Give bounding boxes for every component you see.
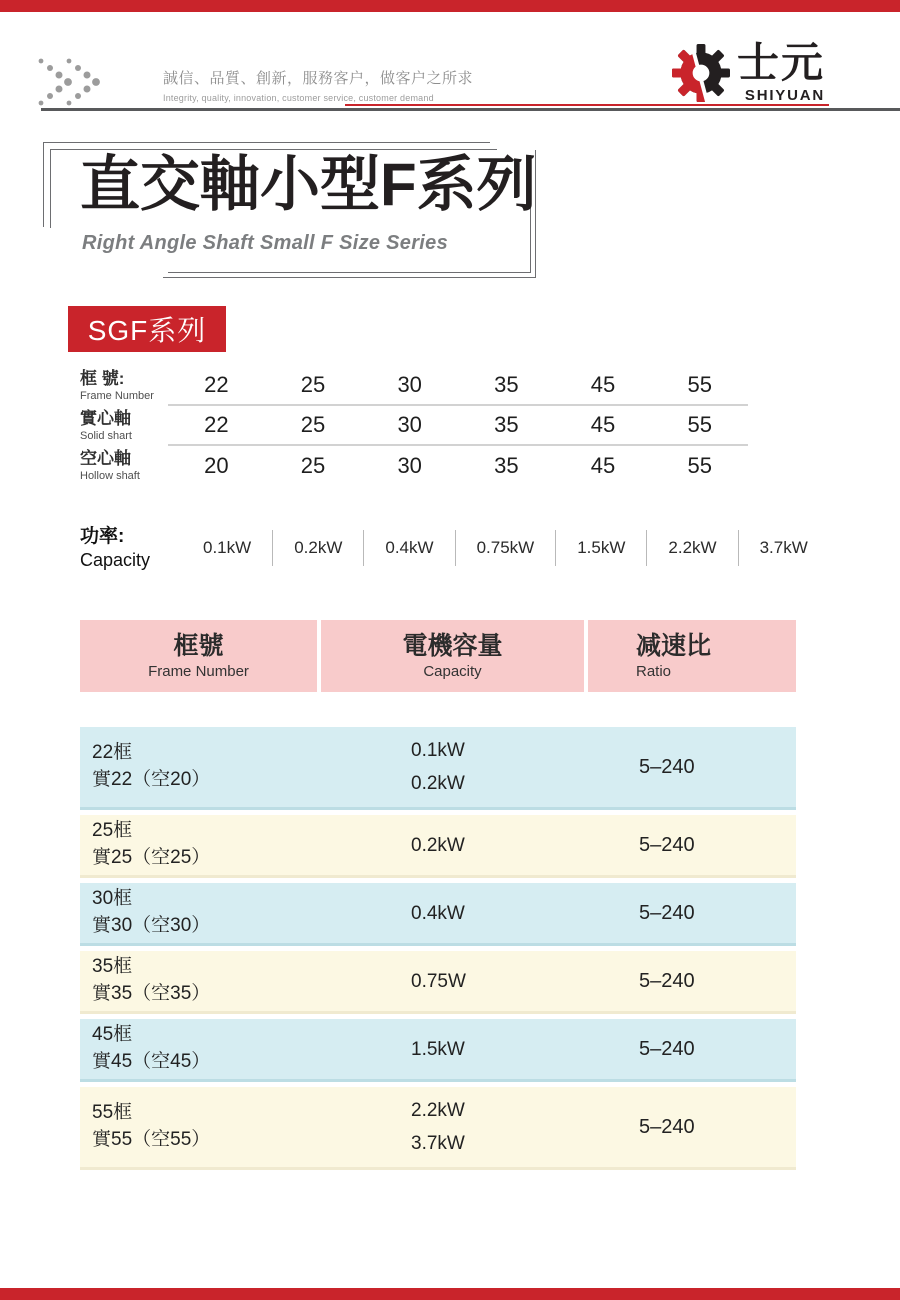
capacity-value: 0.4kW: [364, 530, 455, 566]
frame-value: 45: [590, 412, 616, 437]
slogan-chinese: 誠信、品質、創新，服務客户，做客户之所求: [163, 70, 474, 87]
frame-value: 22: [204, 412, 229, 437]
frame-value: 30: [397, 372, 422, 397]
ratio-value: 5–240: [639, 1115, 695, 1138]
table-row: [80, 951, 796, 1014]
row-label-cn: 框 號:: [80, 369, 125, 389]
frame-name: 30框: [92, 888, 133, 910]
company-logo: [672, 39, 826, 104]
header-rule-red: [345, 104, 829, 106]
header-en: Frame Number: [148, 662, 249, 680]
frame-detail: 實35（空35）: [92, 983, 211, 1004]
row-label-en: Hollow shaft: [80, 469, 140, 482]
frame-name: 55框: [92, 1102, 133, 1124]
table-row: [80, 406, 748, 446]
ratio-value: 5–240: [639, 901, 695, 924]
frame-value: 35: [494, 453, 519, 478]
frame-value: 35: [494, 372, 519, 397]
ratio-value: 5–240: [639, 833, 695, 856]
header-cell-ratio: [588, 620, 796, 692]
capacity-value: 3.7kW: [759, 538, 808, 558]
capacity-cell-value: 3.7kW: [411, 1133, 465, 1154]
table-row: [80, 815, 796, 878]
table-row: [80, 366, 748, 406]
table-row: [80, 1087, 796, 1170]
capacity-label-cn: 功率:: [80, 526, 125, 547]
frame-name: 35框: [92, 956, 133, 978]
main-table-header: [80, 620, 796, 692]
row-label-cn: 空心軸: [80, 449, 131, 469]
frame-value: 25: [300, 453, 326, 478]
frame-value: 35: [494, 412, 519, 437]
capacity-value: 0.75kW: [456, 530, 557, 566]
frame-name: 22框: [92, 742, 133, 764]
row-label-cn: 實心軸: [80, 409, 131, 429]
capacity-label-en: Capacity: [80, 549, 151, 570]
capacity-cell-value: 0.1kW: [411, 740, 465, 761]
capacity-cell-value: 0.75W: [411, 970, 466, 992]
capacity-cell-value: 2.2kW: [411, 1100, 465, 1121]
series-badge: SGF系列: [68, 306, 226, 352]
frame-value: 30: [397, 453, 422, 478]
page-title: 直交軸小型F系列: [80, 151, 537, 218]
gear-logo-icon: [672, 42, 730, 104]
capacity-cell-value: 0.2kW: [411, 773, 465, 794]
frame-value: 55: [687, 372, 712, 397]
header-rule-dark: [41, 108, 900, 111]
frame-detail: 實45（空45）: [92, 1051, 211, 1072]
capacity-strip: [80, 526, 829, 571]
header-cn: 框號: [173, 632, 224, 661]
ratio-value: 5–240: [639, 969, 695, 992]
ratio-value: 5–240: [639, 1037, 695, 1060]
capacity-cell-value: 1.5kW: [411, 1038, 465, 1060]
row-label-en: Solid shart: [80, 429, 132, 442]
header-cn: 電機容量: [402, 632, 503, 661]
capacity-value: 1.5kW: [556, 530, 647, 566]
table-row: [80, 883, 796, 946]
frame-name: 45框: [92, 1024, 133, 1046]
header-cell-capacity: [321, 620, 584, 692]
frame-value: 30: [397, 412, 422, 437]
capacity-value: 0.1kW: [182, 530, 273, 566]
capacity-cell-value: 0.2kW: [411, 834, 465, 856]
row-label-en: Frame Number: [80, 389, 154, 402]
frame-value: 55: [687, 412, 712, 437]
frame-value: 45: [590, 372, 616, 397]
ratio-value: 5–240: [639, 755, 695, 778]
frame-name: 25框: [92, 820, 133, 842]
table-row: [80, 1019, 796, 1082]
header-cn: 减速比: [636, 632, 712, 661]
frame-value: 20: [204, 453, 229, 478]
frame-value: 25: [300, 412, 326, 437]
header-en: Capacity: [423, 662, 482, 680]
frame-value: 45: [590, 453, 616, 478]
capacity-value: 0.2kW: [273, 530, 364, 566]
table-row: [80, 446, 748, 486]
header-en: Ratio: [636, 662, 672, 680]
dots-chevron-icon: [33, 55, 143, 109]
frame-number-table: [80, 366, 748, 486]
frame-value: 55: [687, 453, 712, 478]
frame-detail: 實25（空25）: [92, 847, 211, 868]
capacity-value: 2.2kW: [647, 530, 738, 566]
main-table-body: [80, 727, 796, 1170]
table-row: [80, 727, 796, 810]
frame-value: 22: [204, 372, 229, 397]
frame-detail: 實55（空55）: [92, 1129, 211, 1150]
header-slogan: [163, 70, 473, 103]
capacity-cell-value: 0.4kW: [411, 902, 465, 924]
top-accent-bar: [0, 0, 900, 12]
slogan-english: Integrity, quality, innovation, customer service, customer demand: [163, 93, 434, 103]
bottom-accent-bar: [0, 1288, 900, 1300]
page-subtitle: Right Angle Shaft Small F Size Series: [82, 232, 448, 254]
frame-detail: 實30（空30）: [92, 915, 211, 936]
logo-text-cn: 士元: [737, 39, 826, 86]
logo-text-en: SHIYUAN: [744, 87, 826, 104]
header-cell-frame: [80, 620, 317, 692]
frame-detail: 實22（空20）: [92, 769, 211, 790]
frame-value: 25: [300, 372, 326, 397]
